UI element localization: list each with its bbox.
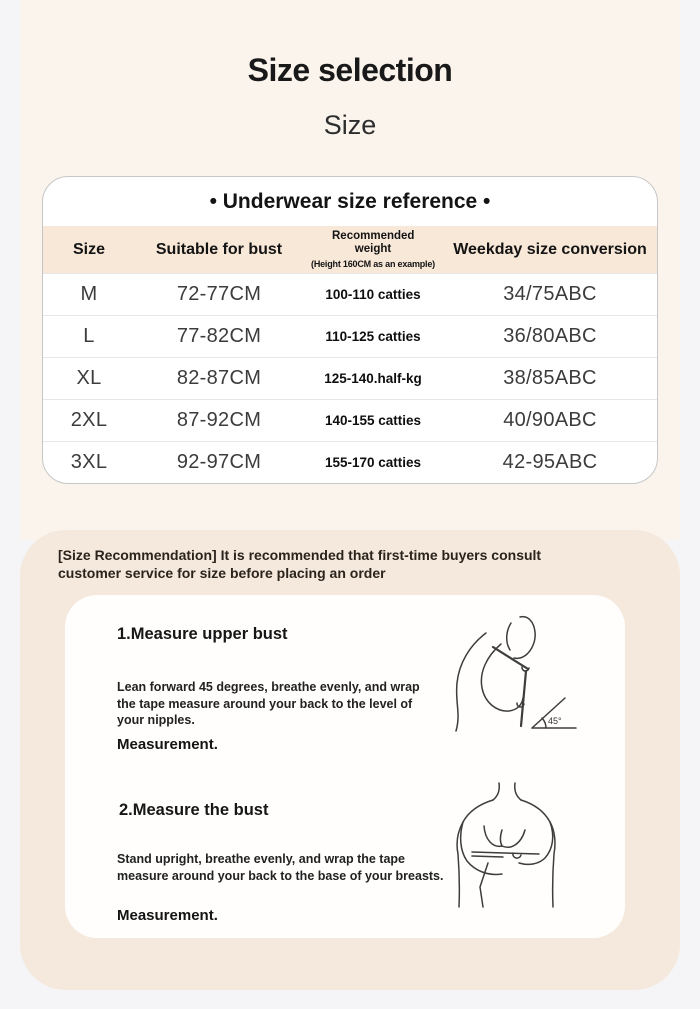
lean-forward-45-illustration bbox=[448, 611, 586, 749]
bust-value: 72-77CM bbox=[176, 283, 262, 305]
conversion-value: 36/80ABC bbox=[503, 325, 597, 347]
conversion-value: 34/75ABC bbox=[503, 283, 597, 305]
size-value: L bbox=[83, 325, 95, 347]
bust-value: 92-97CM bbox=[176, 451, 262, 473]
table-row-m bbox=[43, 273, 657, 315]
column-header-weight-label: Recommended weight bbox=[332, 230, 415, 256]
bust-value: 87-92CM bbox=[176, 409, 262, 431]
measure-step-2-body: Stand upright, breathe evenly, and wrap the tape measure around your back to the base of your breasts. bbox=[117, 852, 444, 883]
conversion-value: 38/85ABC bbox=[503, 367, 597, 389]
weight-value: 110-125 catties bbox=[325, 329, 421, 344]
measure-step-2-heading: 2.Measure the bust bbox=[119, 801, 269, 819]
size-table-header-row bbox=[43, 226, 657, 273]
measure-instructions-card bbox=[65, 595, 625, 938]
column-header-size: Size bbox=[72, 240, 105, 258]
measure-step-1-heading: 1.Measure upper bust bbox=[117, 625, 288, 643]
angle-label: 45° bbox=[548, 716, 562, 726]
size-recommendation-note: [Size Recommendation] It is recommended that first-time buyers consult customer service for size before placing an order bbox=[58, 547, 542, 581]
column-header-weight-note: (Height 160CM as an example) bbox=[311, 258, 435, 269]
conversion-value: 40/90ABC bbox=[503, 409, 597, 431]
size-value: M bbox=[80, 283, 98, 305]
table-row-l bbox=[43, 315, 657, 357]
measure-step-1-footer: Measurement. bbox=[117, 736, 218, 753]
table-row-3xl bbox=[43, 441, 657, 483]
size-value: 2XL bbox=[70, 409, 108, 431]
table-row-xl bbox=[43, 357, 657, 399]
weight-value: 140-155 catties bbox=[324, 413, 422, 428]
measure-step-1-body: Lean forward 45 degrees, breathe evenly, and wrap the tape measure around your back to the level of your nipples. bbox=[117, 680, 420, 727]
page-title: Size selection bbox=[247, 52, 453, 88]
size-value: XL bbox=[76, 367, 102, 389]
table-row-2xl bbox=[43, 399, 657, 441]
column-header-bust: Suitable for bust bbox=[155, 240, 283, 258]
size-table-body bbox=[43, 273, 657, 483]
measure-step-2-footer: Measurement. bbox=[117, 907, 218, 924]
size-reference-card bbox=[42, 176, 658, 484]
bust-value: 82-87CM bbox=[176, 367, 262, 389]
page-subtitle: Size bbox=[323, 110, 377, 140]
weight-value: 125-140.half-kg bbox=[324, 371, 422, 386]
weight-value: 100-110 catties bbox=[325, 287, 421, 302]
size-value: 3XL bbox=[70, 451, 108, 473]
bust-measure-illustration bbox=[445, 781, 567, 909]
size-reference-card-title: • Underwear size reference • bbox=[209, 189, 491, 213]
column-header-conversion: Weekday size conversion bbox=[453, 240, 647, 258]
bust-value: 77-82CM bbox=[176, 325, 262, 347]
conversion-value: 42-95ABC bbox=[502, 451, 598, 473]
weight-value: 155-170 catties bbox=[324, 455, 422, 470]
column-header-weight bbox=[303, 230, 443, 269]
